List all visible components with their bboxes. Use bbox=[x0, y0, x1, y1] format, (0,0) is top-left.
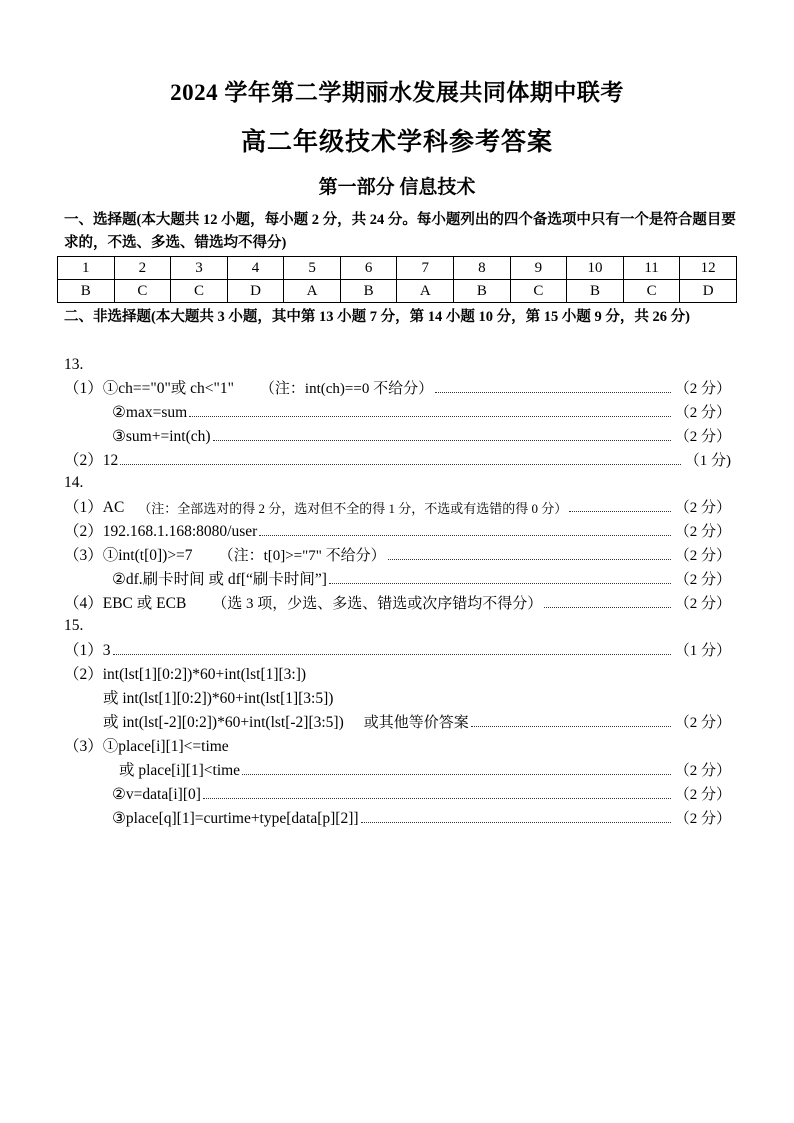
answer-note: （注：t[0]>="7" 不给分） bbox=[218, 548, 386, 564]
answer-key-title: 高二年级技术学科参考答案 bbox=[240, 129, 553, 156]
answer-text: （1）①ch=="0"或 ch<"1" bbox=[64, 380, 234, 397]
answer-text: ③place[q][1]=curtime+type[data[p][2]] bbox=[112, 810, 359, 827]
answer-text: 或 int(lst[1][0:2])*60+int(lst[1][3:5]) bbox=[103, 690, 334, 707]
answer-line bbox=[64, 734, 731, 756]
answer-text: （3）①int(t[0])>=7 bbox=[64, 547, 193, 564]
dot-leader bbox=[213, 440, 671, 441]
question-number: 5 bbox=[284, 257, 341, 280]
answer-text: （2）192.168.1.168:8080/user bbox=[64, 523, 258, 540]
dot-leader bbox=[361, 822, 671, 823]
question-number: 6 bbox=[340, 257, 397, 280]
answer-text: （2）12 bbox=[64, 452, 119, 469]
score: （2 分） bbox=[674, 572, 731, 588]
answer-line bbox=[112, 400, 731, 422]
question-number: 10 bbox=[567, 257, 624, 280]
part-title: 第一部分 信息技术 bbox=[318, 177, 476, 198]
answer-line bbox=[112, 782, 731, 804]
score: （1 分) bbox=[684, 453, 731, 469]
question-number: 1 bbox=[58, 257, 115, 280]
answer-cell: B bbox=[567, 280, 624, 303]
answer-cell: B bbox=[340, 280, 397, 303]
answer-note: （注：全部选对的得 2 分，选对但不全的得 1 分，不选或有选错的得 0 分） bbox=[138, 501, 568, 516]
dot-leader bbox=[471, 726, 671, 727]
answer-line bbox=[64, 543, 731, 565]
answer-line bbox=[64, 662, 731, 684]
dot-leader bbox=[113, 654, 671, 655]
exam-title: 2024 学年第二学期丽水发展共同体期中联考 bbox=[170, 80, 624, 105]
answer-cell: A bbox=[284, 280, 341, 303]
question-number: 11 bbox=[623, 257, 680, 280]
answer-text: （4）EBC 或 ECB bbox=[64, 595, 187, 612]
answer-note: （注：int(ch)==0 不给分） bbox=[259, 381, 434, 397]
answer-note: 或其他等价答案 bbox=[363, 715, 469, 731]
answer-cell: C bbox=[510, 280, 567, 303]
answer-line bbox=[103, 710, 731, 732]
dot-leader bbox=[259, 535, 670, 536]
answer-text: 或 place[i][1]<time bbox=[119, 762, 241, 779]
answer-table-number-row bbox=[58, 257, 737, 280]
answer-line bbox=[112, 424, 731, 446]
answer-line bbox=[64, 519, 731, 541]
score: （2 分） bbox=[674, 715, 731, 731]
answer-line bbox=[64, 638, 731, 660]
question-number: 8 bbox=[454, 257, 511, 280]
answer-cell: B bbox=[454, 280, 511, 303]
question-14-number: 14. bbox=[64, 474, 84, 491]
question-number: 4 bbox=[227, 257, 284, 280]
dot-leader bbox=[329, 583, 671, 584]
answer-text: 或 int(lst[-2][0:2])*60+int(lst[-2][3:5]) bbox=[103, 714, 344, 731]
answer-text: ②v=data[i][0] bbox=[112, 786, 201, 803]
answer-line bbox=[112, 806, 731, 828]
answer-cell: D bbox=[680, 280, 737, 303]
answer-cell: A bbox=[397, 280, 454, 303]
answer-cell: C bbox=[171, 280, 228, 303]
score: （2 分） bbox=[674, 381, 731, 397]
question-15-number: 15. bbox=[64, 617, 84, 634]
score: （2 分） bbox=[674, 548, 731, 564]
score: （2 分） bbox=[674, 429, 731, 445]
answer-text: （1）3 bbox=[64, 642, 111, 659]
answer-text: （3）①place[i][1]<=time bbox=[64, 738, 229, 755]
answer-cell: C bbox=[114, 280, 171, 303]
answer-text: ③sum+=int(ch) bbox=[112, 428, 211, 445]
answer-text: （1）AC bbox=[64, 499, 125, 516]
section1-heading: 一、选择题(本大题共 12 小题，每小题 2 分，共 24 分。每小题列出的四个备选项中只有一个是符合题目要求的，不选、多选、错选均不得分) bbox=[64, 212, 736, 251]
dot-leader bbox=[242, 774, 671, 775]
answer-line bbox=[119, 758, 731, 780]
question-number: 9 bbox=[510, 257, 567, 280]
answer-cell: C bbox=[623, 280, 680, 303]
answer-table-answer-row bbox=[58, 280, 737, 303]
question-number: 7 bbox=[397, 257, 454, 280]
score: （2 分） bbox=[674, 596, 731, 612]
dot-leader bbox=[544, 607, 670, 608]
score: （2 分） bbox=[674, 524, 731, 540]
answer-line bbox=[64, 591, 731, 613]
answer-cell: D bbox=[227, 280, 284, 303]
answer-line bbox=[103, 686, 731, 708]
score: （1 分） bbox=[674, 643, 731, 659]
question-13-number: 13. bbox=[64, 356, 84, 373]
answer-line bbox=[64, 495, 731, 517]
answer-line bbox=[64, 376, 731, 398]
question-number: 3 bbox=[171, 257, 228, 280]
dot-leader bbox=[388, 559, 671, 560]
score: （2 分） bbox=[674, 500, 731, 516]
answer-text: ②df.刷卡时间 或 df[“刷卡时间”] bbox=[112, 571, 327, 588]
question-number: 12 bbox=[680, 257, 737, 280]
answer-line bbox=[112, 567, 731, 589]
answer-line bbox=[64, 448, 731, 470]
answer-text: ②max=sum bbox=[112, 404, 188, 421]
answer-cell: B bbox=[58, 280, 115, 303]
dot-leader bbox=[120, 464, 680, 465]
score: （2 分） bbox=[674, 405, 731, 421]
dot-leader bbox=[569, 511, 670, 512]
answer-note: （选 3 项，少选、多选、错选或次序错均不得分） bbox=[212, 596, 543, 612]
score: （2 分） bbox=[674, 811, 731, 827]
score: （2 分） bbox=[674, 763, 731, 779]
section2-heading: 二、非选择题(本大题共 3 小题，其中第 13 小题 7 分，第 14 小题 10 分，第 15 小题 9 分，共 26 分) bbox=[64, 309, 690, 325]
question-number: 2 bbox=[114, 257, 171, 280]
answer-table bbox=[57, 256, 737, 303]
answer-text: （2）int(lst[1][0:2])*60+int(lst[1][3:]) bbox=[64, 666, 307, 683]
dot-leader bbox=[435, 392, 671, 393]
dot-leader bbox=[189, 416, 671, 417]
dot-leader bbox=[203, 798, 671, 799]
score: （2 分） bbox=[674, 787, 731, 803]
